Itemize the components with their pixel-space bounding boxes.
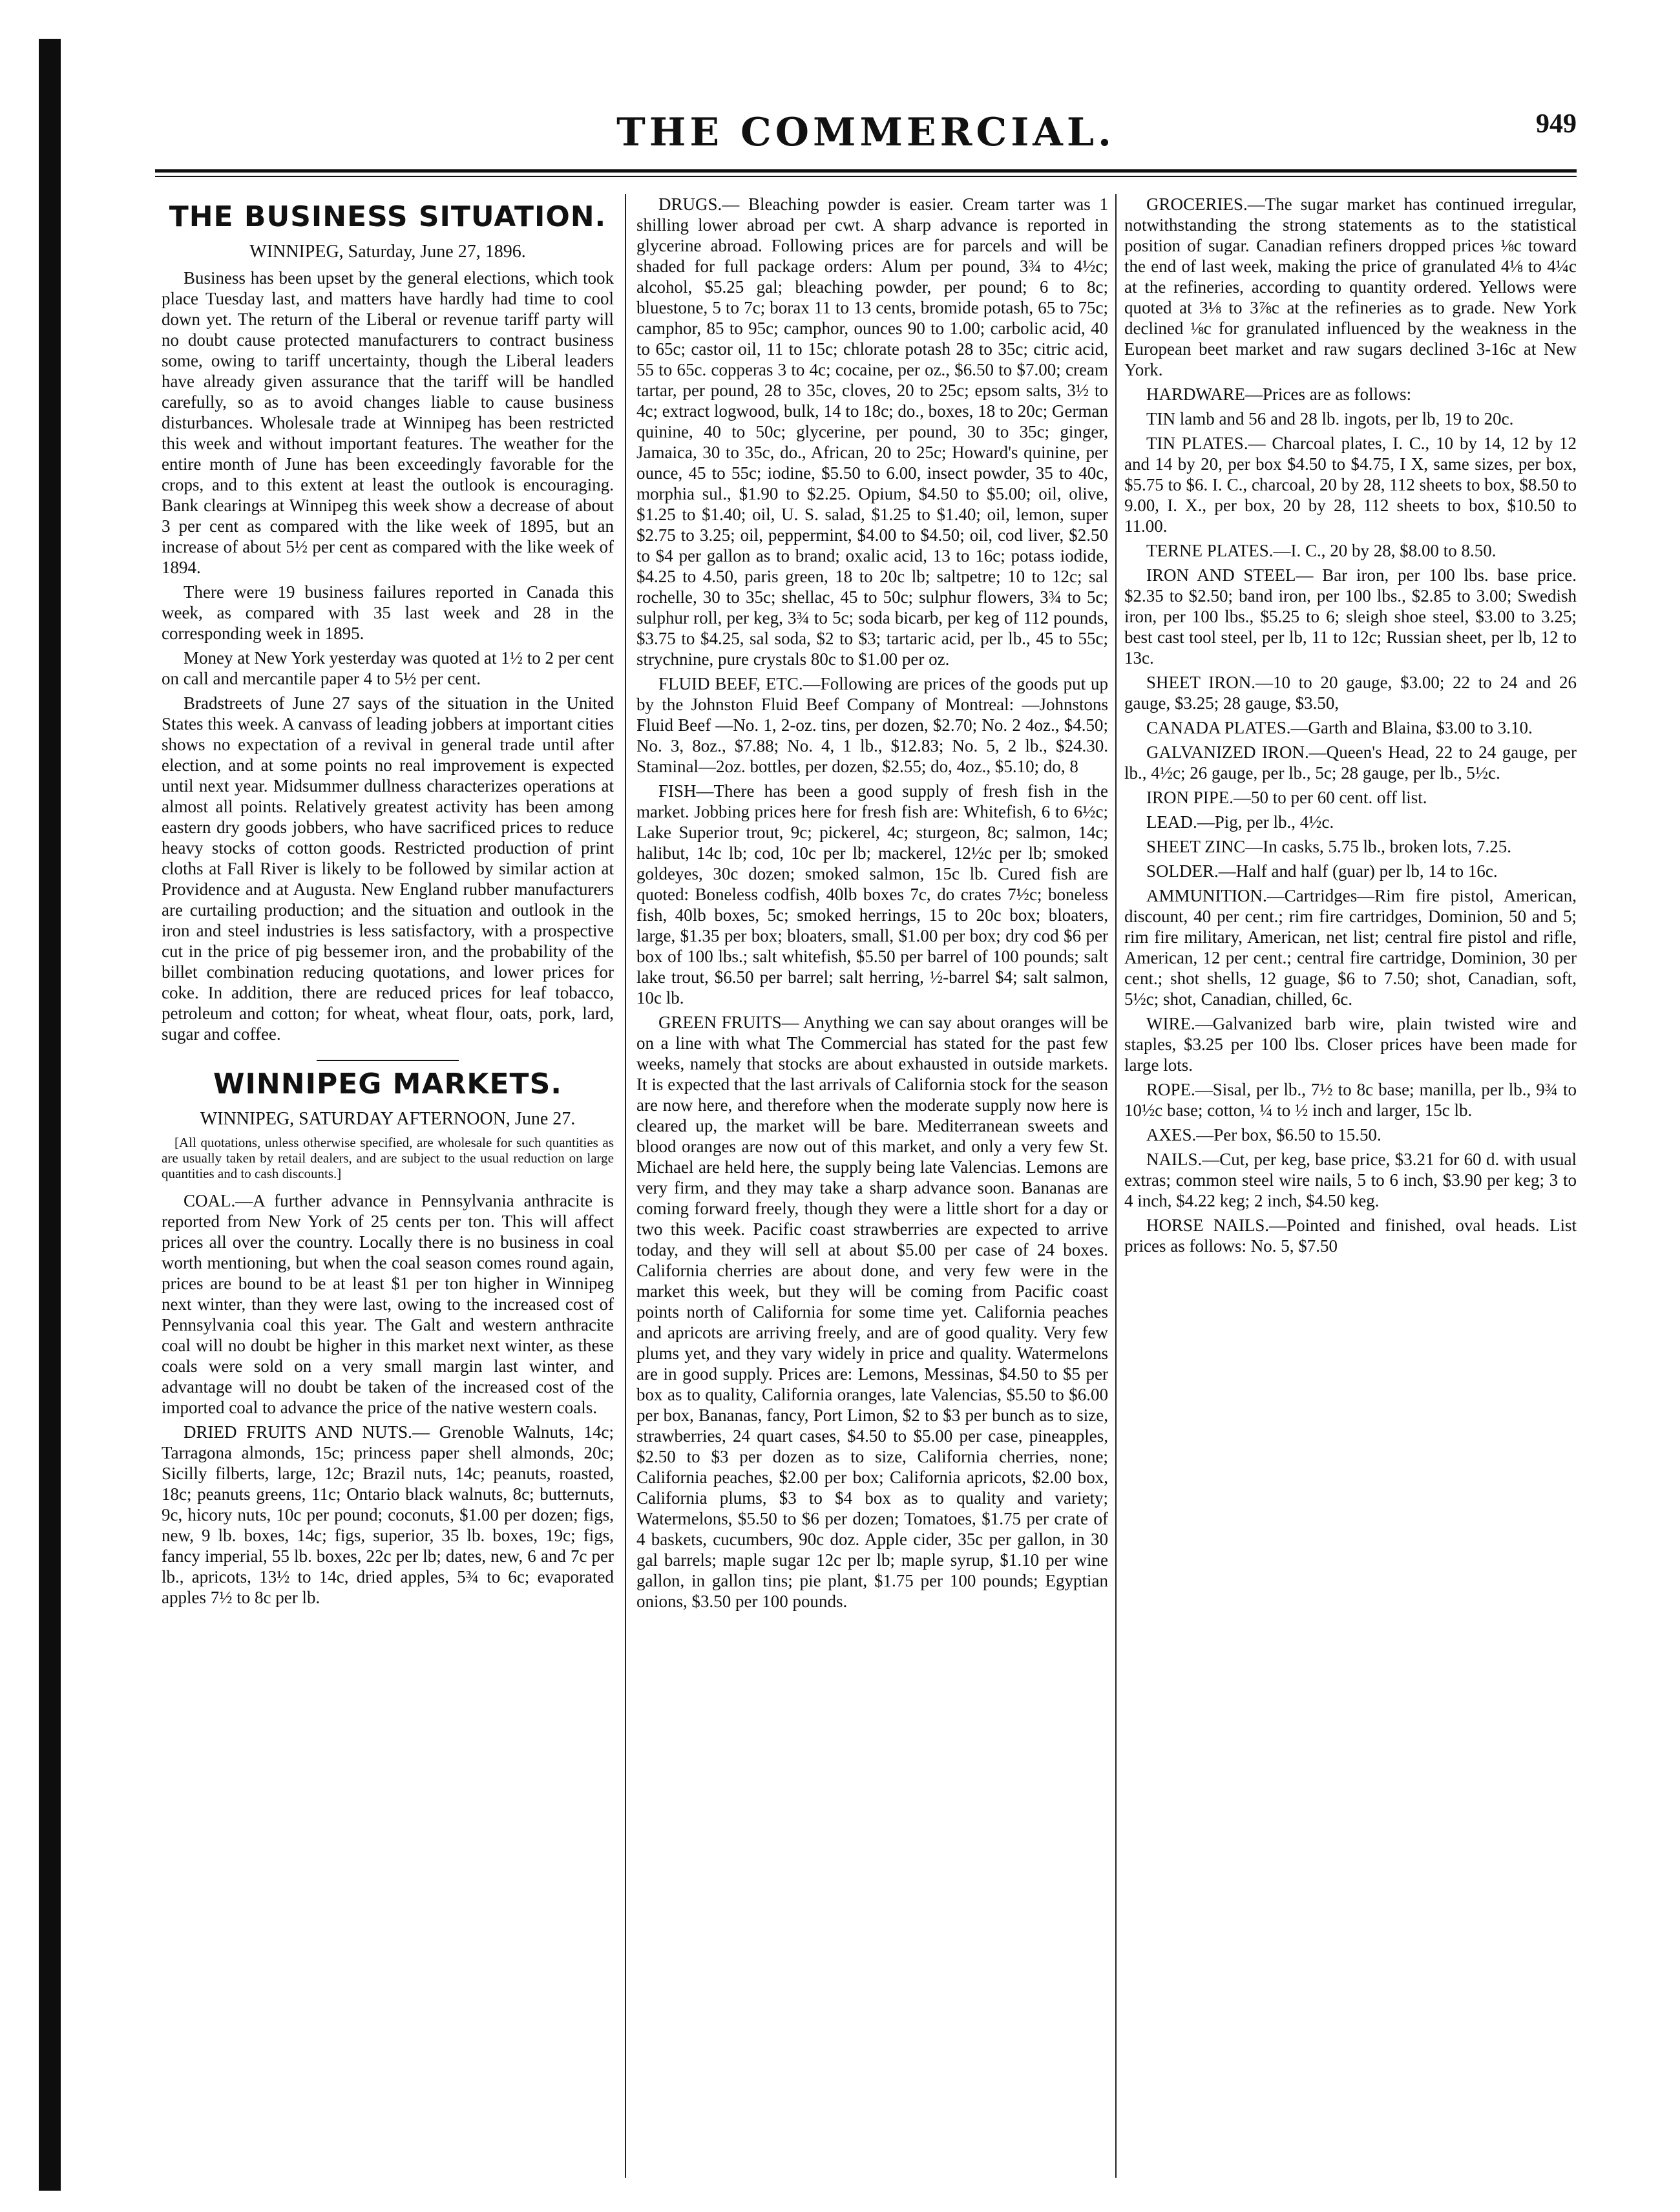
market-item-lead [1124, 812, 1577, 832]
item-text: — Anything we can say about oranges will be on a line with what The Commercial has stated for the past few weeks, namely that stocks are about exhausted in outside markets. It is expected that the last arrivals of California stock for the season are now here, and therefore when the moderate supply now here is cleared up, the market will be bare. Mediterranean sweets and blood oranges are now out of this market, and only a very few St. Michael are held here, the supply being late Valencias. Lemons are very firm, and they may take a sharp advance soon. Bananas are coming forward freely, though they were a little short for a day or two this week. Pacific coast strawberries are expected to arrive today, and they will sell at about $5.00 per case of 24 boxes. California cherries are about done, and very few were in the market this week, but they will be coming from Pacific coast points north of California for some time yet. California peaches and apricots are arriving freely, and are of good quality. Very few plums yet, and they vary widely in price and quality. Watermelons are in good supply. Prices are: Lemons, Messinas, $4.50 to $5 per box as to quality, California oranges, late Valencias, $5.50 to $6.00 per box, Bananas, fancy, Port Limon, $2 to $3 per bunch as to size, strawberries, 24 quart cases, $4.50 to $5.00 per case, pineapples, $2.50 to $3 per dozen as to size, California cherries, none; California peaches, $2.00 per box; California apricots, $2.00 box, California plums, $3 to $4 box as to quality and variety; Watermelons, $5.50 to $6 per dozen; Tomatoes, $1.75 per crate of 4 baskets, cucumbers, 90c doz. Apple cider, 35c per gallon, in 30 gal barrels; maple sugar 12c per lb; maple syrup, $1.10 per wine gallon, in gallon tins; pie plant, $1.75 per 100 pounds; Egyptian onions, $3.50 per 100 pounds. [636, 1013, 1108, 1611]
column-divider [625, 194, 626, 2178]
item-text: —Galvanized barb wire, plain twisted wire and staples, $3.25 per 100 lbs. Closer prices have been made for large lots. [1124, 1014, 1577, 1075]
market-item-ammunition [1124, 885, 1577, 1009]
item-text: —In casks, 5.75 lb., broken lots, 7.25. [1245, 837, 1511, 856]
item-lead: HARDWARE [1146, 384, 1245, 404]
item-lead: LEAD. [1146, 812, 1197, 832]
item-lead: DRIED FRUITS AND NUTS. [184, 1422, 412, 1442]
item-lead: TERNE PLATES. [1146, 541, 1274, 560]
column-divider [1115, 194, 1117, 2178]
market-item-canada-plates [1124, 717, 1577, 738]
market-item-nails [1124, 1149, 1577, 1211]
item-text: —Pointed and finished, oval heads. List prices as follows: No. 5, $7.50 [1124, 1216, 1577, 1256]
item-text: —A further advance in Pennsylvania anthracite is reported from New York of 25 cents per ton. This will affect prices all over the country. Locally there is no business in coal worth mentioning, but when the coal season comes round again, prices are bound to be at least $1 per ton higher in Winnipeg next winter, than they were last, owing to the increased cost of Pennsylvania coal this year. The Galt and western anthracite coal will no doubt be higher in this market next winter, as these coals were sold on a very small margin last winter, and advantage will no doubt be taken of the increased cost of the imported coal to advance the price of the native western coals. [162, 1191, 614, 1417]
market-item-sheet-iron [1124, 672, 1577, 713]
item-text: —Half and half (guar) per lb, 14 to 16c. [1218, 861, 1498, 881]
item-lead: HORSE NAILS. [1146, 1216, 1270, 1235]
masthead-rule-thin [155, 176, 1577, 177]
item-text: —50 to per 60 cent. off list. [1234, 788, 1427, 807]
section-heading-markets: WINNIPEG MARKETS. [213, 1068, 562, 1101]
quotations-note: [All quotations, unless otherwise specified, are wholesale for such quantities as are usually taken by retail dealers, and are subject to the usual reduction on large quantities and to cash discounts.] [162, 1135, 614, 1181]
item-lead: DRUGS. [658, 195, 722, 214]
item-text: — Charcoal plates, I. C., 10 by 14, 12 by 12 and 14 by 20, per box $4.50 to $4.75, I X, same sizes, per box, $5.75 to $6. I. C., charcoal, 20 by 28, 112 sheets to box, $8.50 to 9.00, I. X., per box, 20 by 28, 112 sheets to box, $10.50 to 11.00. [1124, 434, 1577, 536]
binding-edge [39, 39, 61, 2191]
item-text: —Per box, $6.50 to 15.50. [1196, 1125, 1381, 1144]
item-lead: GROCERIES. [1146, 195, 1248, 214]
market-item-tin-plates [1124, 433, 1577, 536]
column-2 [636, 194, 1108, 2184]
paragraph: Business has been upset by the general elections, which took place Tuesday last, and matters have hardly had time to cool down yet. The return of the Liberal or revenue tariff party will no doubt cause protected manufacturers to contract business some, owing to tariff uncertainty, though the Liberal leaders have already given assurance that the tariff will be handled carefully, so as to avoid changes liable to cause business disturbances. Wholesale trade at Winnipeg has been restricted this week and without important features. The weather for the entire month of June has been exceedingly favorable for the crops, and to this extent at least the outlook is encouraging. Bank clearings at Winnipeg this week show a decrease of about 3 per cent as compared with the like week of 1895, but an increase of about 5½ per cent as compared with the like week of 1894. [162, 268, 614, 577]
item-lead: COAL. [184, 1191, 236, 1210]
item-lead: SHEET IRON. [1146, 673, 1255, 692]
item-text: —10 to 20 gauge, $3.00; 22 to 24 and 26 gauge, $3.25; 28 gauge, $3.50, [1124, 673, 1577, 713]
market-item-green-fruits [636, 1012, 1108, 1612]
market-item-hardware [1124, 384, 1577, 405]
item-text: —Pig, per lb., 4½c. [1197, 812, 1334, 832]
market-item-terne-plates [1124, 540, 1577, 561]
item-text: —I. C., 20 by 28, $8.00 to 8.50. [1273, 541, 1496, 560]
item-lead: IRON PIPE. [1146, 788, 1234, 807]
column-3 [1124, 194, 1577, 2184]
item-lead: SOLDER. [1146, 861, 1219, 881]
item-lead: GALVANIZED IRON. [1146, 743, 1309, 762]
market-item-solder [1124, 861, 1577, 881]
masthead-rule-thick [155, 169, 1577, 173]
section-heading-business: THE BUSINESS SITUATION. [169, 200, 607, 233]
business-dateline: WINNIPEG, Saturday, June 27, 1896. [249, 242, 526, 262]
market-item-horse-nails [1124, 1215, 1577, 1256]
item-text: — Bleaching powder is easier. Cream tarter was 1 shilling lower abroad per cwt. A sharp advance is reported in glycerine abroad. Following prices are for parcels and will be shaded for full package orders: Alum per pound, 3¾ to 4½c; alcohol, $5.25 gal; bleaching powder, per pound; 6 to 8c; bluestone, 5 to 7c; borax 11 to 13 cents, bromide potash, 65 to 75c; camphor, 85 to 95c; camphor, ounces 90 to 1.00; carbolic acid, 40 to 65c; castor oil, 11 to 15c; chlorate potash 28 to 35c; citric acid, 55 to 65c. copperas 3 to 4c; cocaine, per oz., $6.50 to $7.00; cream tartar, per pound, 28 to 35c, cloves, 20 to 25c; epsom salts, 3½ to 4c; extract logwood, bulk, 14 to 18c; do., boxes, 18 to 20c; German quinine, 40 to 50c; glycerine, per pound, 30 to 35c; ginger, Jamaica, 30 to 35c, do., African, 20 to 25c; Howard's quinine, per ounce, 45 to 55c; iodine, $5.50 to 6.00, insect powder, 35 to 40c, morphia sul., $1.90 to $2.25. Opium, $4.50 to $5.00; oil, olive, $1.25 to $1.40; oil, U. S. salad, $1.25 to $1.40; oil, lemon, super $2.75 to 3.25; oil, peppermint, $4.00 to $4.50; oil, cod liver, $2.50 to $4 per gallon as to brand; oxalic acid, 13 to 16c; potass iodide, $4.25 to 4.50, paris green, 18 to 20c lb; saltpetre; 10 to 12c; sal rochelle, 30 to 35c; shellac, 45 to 50c; sulphur flowers, 3¾ to 5c; sulphur roll, per keg, 3¾ to 5c; soda bicarb, per keg of 112 pounds, $3.75 to $4.25, sal soda, $2 to $3; tartaric acid, per lb., 45 to 55c; strychnine, pure crystals 80c to $1.00 per oz. [636, 195, 1108, 669]
item-lead: SHEET ZINC [1146, 837, 1246, 856]
item-text: —Sisal, per lb., 7½ to 8c base; manilla, per lb., 9¾ to 10½c base; cotton, ¼ to ½ inch and larger, 15c lb. [1124, 1080, 1577, 1120]
paragraph: There were 19 business failures reported in Canada this week, as compared with 35 last week and 28 in the corresponding week in 1895. [162, 582, 614, 643]
item-text: —Following are prices of the goods put up by the Johnston Fluid Beef Company of Montreal: —Johnstons Fluid Beef —No. 1, 2-oz. tins, per dozen, $2.70; No. 2 4oz., $4.50; No. 3, 8oz., $7.88; No. 4, 1 lb., $12.83; No. 5, 2 lb., $24.30. Staminal—2oz. bottles, per dozen, $2.55; do, 4oz., $5.10; do, 8 [636, 674, 1108, 776]
page-number: 949 [1536, 109, 1577, 139]
item-text: —Garth and Blaina, $3.00 to 3.10. [1290, 718, 1533, 737]
item-lead: FISH [658, 781, 697, 801]
item-text: —Cut, per keg, base price, $3.21 for 60 d. with usual extras; common steel wire nails, 5 to 6 inch, $3.90 per keg; 3 to 4 inch, $4.22 keg; 2 inch, $4.50 keg. [1124, 1150, 1577, 1210]
market-item-groceries [1124, 194, 1577, 380]
item-text: — Grenoble Walnuts, 14c; Tarragona almonds, 15c; princess paper shell almonds, 20c; Sicilly filberts, large, 12c; Brazil nuts, 14c; peanuts, roasted, 18c; peanuts greens, 11c; Ontario black walnuts, 8c; butternuts, 9c, hicory nuts, 10c per pound; coconuts, $1.00 per dozen; figs, new, 9 lb. boxes, 14c; figs, superior, 35 lb. boxes, 19c; figs, fancy imperial, 55 lb. boxes, 22c per lb; dates, new, 6 and 7c per lb., apricots, 13½ to 14c, dried apples, 5¾ to 6c; evaporated apples 7½ to 8c per lb. [162, 1422, 614, 1607]
item-lead: WIRE. [1146, 1014, 1195, 1033]
market-item-dried-fruits [162, 1422, 614, 1608]
item-lead: FLUID BEEF, ETC. [658, 674, 803, 693]
item-lead: ROPE. [1146, 1080, 1195, 1099]
market-item-fish [636, 781, 1108, 1008]
market-item-tin [1124, 408, 1577, 429]
item-lead: TIN PLATES. [1146, 434, 1248, 453]
item-text: —Queen's Head, 22 to 24 gauge, per lb., 4½c; 26 gauge, per lb., 5c; 28 gauge, per lb., 5½c. [1124, 743, 1577, 783]
item-text: —Prices are as follows: [1245, 384, 1412, 404]
masthead [155, 109, 1577, 160]
section-divider [317, 1060, 459, 1061]
markets-dateline: WINNIPEG, SATURDAY AFTERNOON, June 27. [200, 1109, 576, 1129]
newspaper-title: THE COMMERCIAL. [616, 110, 1115, 155]
column-1 [162, 194, 614, 2184]
item-lead: AMMUNITION. [1146, 886, 1267, 905]
market-item-fluid-beef [636, 673, 1108, 777]
market-item-iron-pipe [1124, 787, 1577, 808]
market-item-wire [1124, 1013, 1577, 1075]
item-lead: AXES. [1146, 1125, 1197, 1144]
market-item-galvanized-iron [1124, 742, 1577, 783]
market-item-coal [162, 1190, 614, 1418]
item-lead: NAILS. [1146, 1150, 1202, 1169]
item-text: —The sugar market has continued irregular, notwithstanding the strong statements as to the statistical position of sugar. Canadian refiners dropped prices ⅛c toward the end of last week, making the price of granulated 4⅛ to 4¼c at the refineries, according to quantity ordered. Yellows were quoted at 3⅛ to 3⅞c at the refineries as to grade. New York declined ⅛c for granulated influenced by the weakness in the European beet market and raw sugars declined 3-16c at New York. [1124, 195, 1577, 379]
market-item-axes [1124, 1124, 1577, 1145]
market-item-sheet-zinc [1124, 836, 1577, 857]
item-lead: GREEN FRUITS [658, 1013, 782, 1032]
item-text: —There has been a good supply of fresh fish in the market. Jobbing prices here for fresh fish are: Whitefish, 6 to 6½c; Lake Superior trout, 9c; pickerel, 4c; sturgeon, 8c; salmon, 14c; halibut, 14c lb; cod, 10c per lb; mackerel, 12½c per lb; smoked goldeyes, 30c dozen; smoked salmon, 15c lb. Cured fish are quoted: Boneless codfish, 40lb boxes 7c, do crates 7½c; boneless fish, 40lb boxes, 5c; smoked herrings, 15 to 20c box; bloaters, large, $1.35 per box; bloaters, small, $1.00 per box; dry cod $6 per box of 100 lbs.; salt whitefish, $5.50 per barrel of 100 pounds; salt lake trout, $6.50 per barrel; salt herring, ½-barrel $4; salt salmon, 10c lb. [636, 781, 1108, 1007]
item-lead: CANADA PLATES. [1146, 718, 1291, 737]
market-item-iron-steel [1124, 565, 1577, 668]
item-text: — Bar iron, per 100 lbs. base price. $2.35 to $2.50; band iron, per 100 lbs., $2.85 to 3.00; Swedish iron, per 100 lbs., $5.25 to 6; sleigh shoe steel, $3.00 to 3.25; best cast tool steel, per lb, 11 to 12c; Russian sheet, per lb, 12 to 13c. [1124, 565, 1577, 668]
paragraph: Bradstreets of June 27 says of the situation in the United States this week. A canvass of leading jobbers at important cities shows no expectation of a revival in general trade until after election, and at some points no real improvement is expected until next year. Midsummer dullness characterizes operations at almost all points. Relatively greatest activity has been among eastern dry goods jobbers, who have sacrificed prices to reduce heavy stocks of cotton goods. Restricted production of print cloths at Fall River is likely to be followed by similar action at Providence and at Augusta. New England rubber manufacturers are curtailing production; and the situation and outlook in the iron and steel industries is less satisfactory, with a prospective cut in the price of pig bessemer iron, and the probability of the billet combination reducing quotations, and lower prices for coke. In addition, there are reduced prices for leaf tobacco, petroleum and cotton; for wheat, wheat flour, oats, pork, lard, sugar and coffee. [162, 693, 614, 1044]
item-lead: TIN [1146, 409, 1175, 428]
item-text: —Cartridges—Rim fire pistol, American, discount, 40 per cent.; rim fire cartridges, Dominion, 50 and 5; rim fire military, American, net list; central fire pistol and rifle, American, 12 per cent.; central fire cartridge, Dominion, 30 per cent.; shot shells, 12 guage, $6 to 7.50; shot, Canadian, soft, 5½c; shot, Canadian, chilled, 6c. [1124, 886, 1577, 1009]
market-item-drugs [636, 194, 1108, 669]
market-item-rope [1124, 1079, 1577, 1121]
item-lead: IRON AND STEEL [1146, 565, 1296, 585]
paragraph: Money at New York yesterday was quoted at 1½ to 2 per cent on call and mercantile paper 4 to 5½ per cent. [162, 648, 614, 688]
item-text: lamb and 56 and 28 lb. ingots, per lb, 19 to 20c. [1179, 409, 1514, 428]
